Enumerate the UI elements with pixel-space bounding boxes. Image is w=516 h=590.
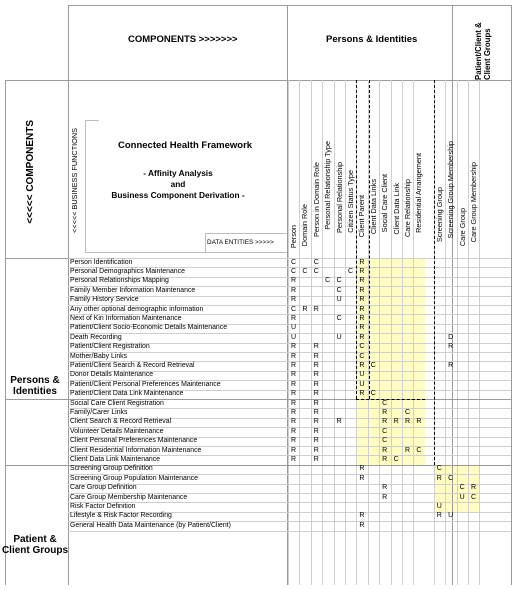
matrix-cell: R	[359, 258, 365, 266]
matrix-cell: R	[290, 455, 297, 463]
matrix-cell: R	[290, 296, 297, 304]
row-label: Client Search & Record Retrieval	[70, 418, 172, 426]
matrix-cell: U	[336, 333, 342, 341]
column-header-screening-group-membership: Screening Group Membership	[446, 140, 456, 239]
matrix-cell: R	[448, 361, 454, 369]
row-label: Patient/Client Search & Record Retrieval	[70, 361, 195, 369]
matrix-cell: C	[459, 484, 465, 492]
matrix-cell: C	[416, 446, 422, 454]
matrix-cell: U	[448, 512, 454, 520]
row-label: Patient/Client Personal Preferences Maintenance	[70, 380, 221, 388]
matrix-cell: R	[359, 314, 365, 322]
matrix-cell: R	[359, 277, 365, 285]
row-label: Volunteer Details Maintenance	[70, 427, 164, 435]
group-label-patient-groups	[0, 534, 70, 556]
left-components-label: <<<<< COMPONENTS	[25, 120, 36, 224]
matrix-cell: R	[313, 418, 319, 426]
row-label: Social Care Client Registration	[70, 399, 164, 407]
framework-line-4: Business Component Derivation -	[111, 190, 245, 200]
matrix-cell: R	[382, 446, 388, 454]
column-header-care-group-membership: Care Group Membership	[469, 161, 478, 243]
frame-line	[85, 120, 99, 121]
matrix-cell: R	[290, 286, 297, 294]
row-label: Mother/Baby Links	[70, 352, 128, 360]
framework-line-2: - Affinity Analysis	[143, 168, 213, 178]
matrix-cell: C	[370, 390, 376, 398]
matrix-cell: R	[313, 437, 319, 445]
column-header-care-group: Care Group	[457, 208, 467, 247]
group-label-persons	[0, 375, 70, 397]
row-label: Next of Kin Information Maintenance	[70, 314, 182, 322]
matrix-cell: C	[325, 277, 331, 285]
framework-subtitle	[98, 168, 258, 201]
row-separator	[68, 531, 511, 532]
column-header-citizen-status-type: Citizen Status Type	[346, 170, 355, 233]
matrix-cell: R	[313, 427, 319, 435]
column-header-screening-group: Screening Group	[434, 187, 444, 243]
matrix-cell: R	[290, 446, 297, 454]
matrix-cell: R	[404, 418, 411, 426]
row-label: Client Residential Information Maintenance	[70, 446, 202, 454]
matrix-cell: R	[359, 512, 365, 520]
row-label: Client Data Link Maintenance	[70, 455, 161, 463]
matrix-cell: C	[382, 399, 388, 407]
matrix-cell: R	[382, 484, 388, 492]
matrix-cell: R	[290, 361, 297, 369]
matrix-cell: C	[404, 408, 411, 416]
matrix-cell: C	[290, 305, 297, 313]
matrix-cell: C	[370, 361, 376, 369]
matrix-cell: R	[382, 455, 388, 463]
matrix-cell: R	[313, 371, 319, 379]
column-header-residential-arrangement: Residential Arrangement	[414, 153, 424, 234]
matrix-cell: R	[359, 267, 365, 275]
frame-line	[205, 233, 287, 234]
matrix-cell: C	[336, 277, 342, 285]
matrix-cell: R	[359, 286, 365, 294]
matrix-cell: C	[382, 427, 388, 435]
matrix-cell: R	[290, 371, 297, 379]
frame-line	[85, 120, 86, 252]
column-header-client-data-link: Client Data Link	[391, 182, 401, 235]
row-label: Screening Group Population Maintenance	[70, 474, 198, 482]
dashed-border	[369, 80, 370, 399]
matrix-cell: R	[382, 418, 388, 426]
matrix-cell: R	[290, 427, 297, 435]
column-header-person: Person	[289, 224, 298, 248]
row-label: Patient/Client Socio-Economic Details Maintenance	[70, 324, 228, 332]
matrix-cell: R	[290, 408, 297, 416]
row-label: Care Group Definition	[70, 484, 137, 492]
row-label: Donor Details Maintenance	[70, 371, 154, 379]
row-label: Lifestyle & Risk Factor Recording	[70, 512, 172, 520]
persons-identities-title: Persons & Identities	[326, 34, 418, 45]
column-header-client-parent: Client Parent	[357, 195, 367, 238]
row-label: Client Personal Preferences Maintenance	[70, 437, 198, 445]
matrix-cell: C	[313, 258, 319, 266]
row-label: Family Member Information Maintenance	[70, 286, 196, 294]
row-label: Care Group Membership Maintenance	[70, 493, 188, 501]
matrix-cell: R	[382, 493, 388, 501]
matrix-cell: R	[359, 305, 365, 313]
matrix-cell: R	[313, 380, 319, 388]
matrix-cell: R	[416, 418, 422, 426]
row-label: Any other optional demographic information	[70, 305, 204, 313]
row-label: Personal Demographics Maintenance	[70, 267, 185, 275]
matrix-cell: U	[359, 371, 365, 379]
group-persons-line-1: Persons &	[10, 375, 60, 386]
matrix-cell: R	[290, 399, 297, 407]
matrix-cell: U	[290, 333, 297, 341]
matrix-cell: R	[359, 324, 365, 332]
matrix-cell: C	[448, 474, 454, 482]
business-functions-label: <<<<< BUSINESS FUNCTIONS	[70, 128, 79, 233]
matrix-cell: R	[436, 474, 442, 482]
matrix-cell: R	[313, 305, 319, 313]
row-label: General Health Data Maintenance (by Patient/Client)	[70, 521, 231, 529]
matrix-cell: R	[302, 305, 308, 313]
column-header-care-relationship: Care Relationship	[403, 178, 412, 237]
matrix-cell: U	[436, 502, 442, 510]
row-label: Death Recording	[70, 333, 122, 341]
matrix-cell: R	[313, 343, 319, 351]
matrix-cell: U	[290, 324, 297, 332]
matrix-cell: R	[290, 314, 297, 322]
matrix-cell: C	[313, 267, 319, 275]
column-header-person-in-domain-role: Person in Domain Role	[311, 161, 321, 237]
row-label: Patient/Client Data Link Maintenance	[70, 390, 184, 398]
matrix-cell: U	[336, 296, 342, 304]
matrix-cell: C	[336, 286, 342, 294]
matrix-cell: C	[290, 267, 297, 275]
frame-line	[5, 80, 511, 81]
matrix-cell: C	[393, 455, 399, 463]
frame-line	[511, 5, 512, 585]
frame-line	[5, 80, 6, 585]
matrix-cell: C	[470, 493, 477, 501]
matrix-cell: R	[359, 465, 365, 473]
matrix-cell: R	[404, 446, 411, 454]
matrix-cell: R	[393, 418, 399, 426]
matrix-cell: R	[470, 484, 477, 492]
matrix-cell: U	[359, 380, 365, 388]
matrix-cell: R	[313, 455, 319, 463]
row-label: Patient/Client Registration	[70, 343, 150, 351]
framework-line-3: and	[170, 179, 186, 189]
matrix-cell: R	[290, 343, 297, 351]
matrix-cell: C	[336, 314, 342, 322]
matrix-cell: R	[313, 399, 319, 407]
framework-title: Connected Health Framework	[118, 140, 253, 151]
group-patient-line-2: Client Groups	[1, 545, 69, 556]
matrix-cell: R	[313, 390, 319, 398]
matrix-cell: R	[359, 474, 365, 482]
row-label: Family/Carer Links	[70, 408, 128, 416]
column-header-social-care-client: Social Care Client	[380, 174, 390, 233]
matrix-cell: R	[290, 437, 297, 445]
group-persons-line-2: Identities	[13, 386, 57, 397]
matrix-cell: C	[290, 258, 297, 266]
column-header-personal-relationship: Personal Relationship	[334, 161, 344, 233]
matrix-cell: R	[359, 390, 365, 398]
column-header-personal-relationship-type: Personal Relationship Type	[323, 140, 333, 230]
column-header-client-data-links: Client Data Links	[368, 178, 378, 234]
frame-line	[68, 5, 511, 6]
matrix-cell: R	[382, 408, 388, 416]
dashed-border	[356, 80, 357, 399]
row-label: Family History Service	[70, 296, 139, 304]
dashed-border	[434, 80, 435, 465]
row-label: Person Identification	[70, 258, 133, 266]
group-patient-line-1: Patient &	[13, 534, 57, 545]
matrix-cell: R	[448, 343, 454, 351]
row-label: Risk Factor Definition	[70, 502, 136, 510]
matrix-cell: R	[290, 418, 297, 426]
matrix-cell: R	[290, 390, 297, 398]
matrix-cell: D	[448, 333, 454, 341]
column-header-domain-role: Domain Role	[300, 203, 310, 246]
matrix-cell: R	[359, 333, 365, 341]
data-entities-label: DATA ENTITIES >>>>>	[207, 239, 274, 246]
matrix-cell: C	[359, 352, 365, 360]
matrix-cell: R	[290, 277, 297, 285]
matrix-cell: R	[290, 380, 297, 388]
matrix-cell: R	[313, 408, 319, 416]
patient-client-groups-title: Patient/Client & Client Groups	[474, 22, 492, 80]
matrix-cell: R	[336, 418, 342, 426]
matrix-cell: C	[436, 465, 442, 473]
matrix-cell: C	[347, 267, 354, 275]
matrix-cell: R	[313, 446, 319, 454]
row-label: Personal Relationships Mapping	[70, 277, 169, 285]
row-label: Screening Group Definition	[70, 465, 153, 473]
matrix-cell: R	[313, 352, 319, 360]
matrix-cell: R	[436, 512, 442, 520]
matrix-cell: C	[359, 343, 365, 351]
matrix-cell: C	[382, 437, 388, 445]
matrix-cell: R	[359, 296, 365, 304]
matrix-cell: C	[302, 267, 308, 275]
components-title: COMPONENTS >>>>>>>	[128, 34, 238, 45]
matrix-cell: R	[359, 361, 365, 369]
matrix-cell: R	[359, 521, 365, 529]
frame-line	[85, 252, 287, 253]
frame-line	[205, 233, 206, 252]
matrix-cell: U	[459, 493, 465, 501]
matrix-cell: R	[290, 352, 297, 360]
highlight-region	[368, 258, 425, 399]
dashed-border	[356, 399, 424, 400]
matrix-cell: R	[313, 361, 319, 369]
